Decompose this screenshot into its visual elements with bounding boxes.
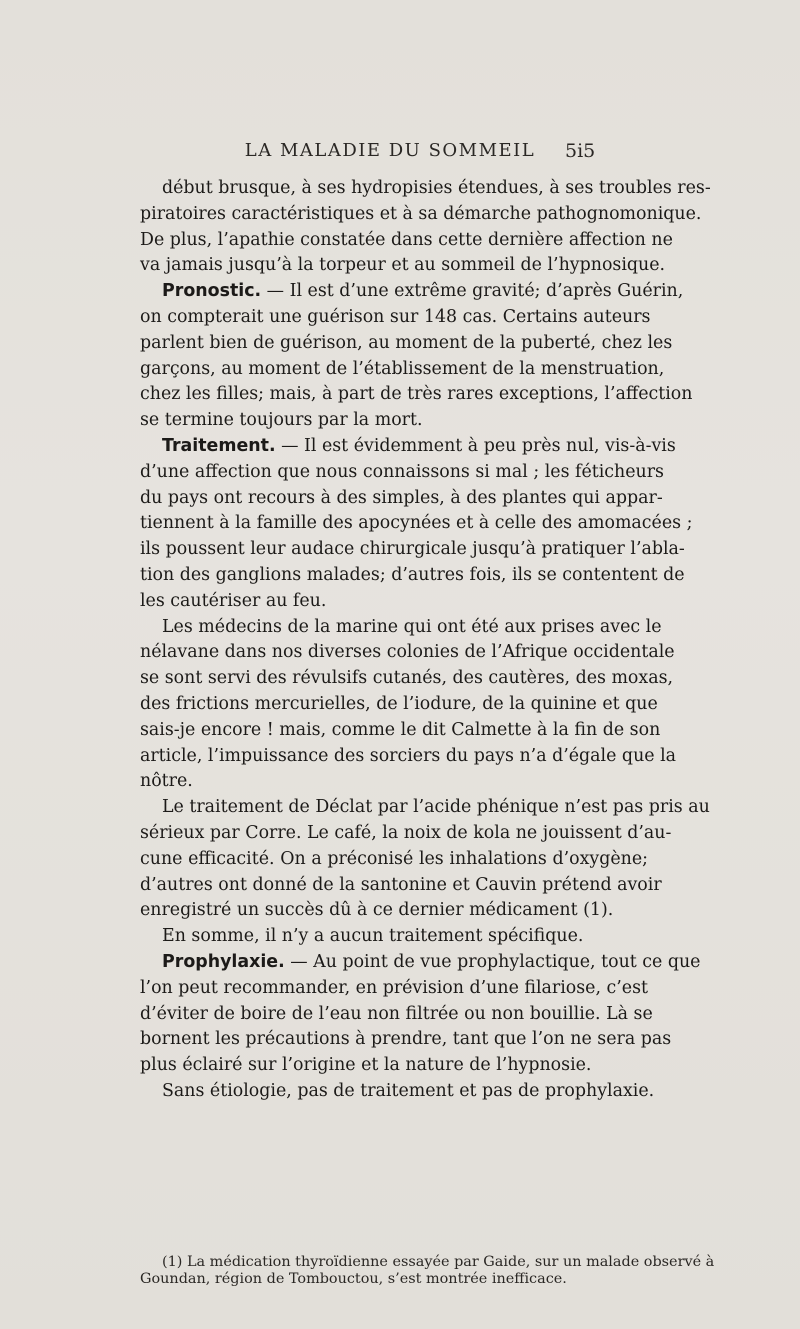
text-line: cune efficacité. On a préconisé les inhalations d’oxygène;	[140, 848, 648, 869]
text-line: les cautériser au feu.	[140, 590, 327, 611]
text-line: on compterait une guérison sur 148 cas. Certains auteurs	[140, 306, 651, 327]
text-fragment: — Il est évidemment à peu près nul, vis-à-vis	[275, 435, 676, 456]
paragraph-medecins-marine	[140, 615, 677, 796]
text-line: l’on peut recommander, en prévision d’une filariose, c’est	[140, 977, 649, 998]
text-line: début brusque, à ses hydropisies étendues, à ses troubles res-	[162, 178, 711, 198]
paragraph-conclusion	[140, 1079, 655, 1105]
text-line: d’autres ont donné de la santonine et Cauvin prétend avoir	[140, 874, 662, 895]
section-heading-traitement: Traitement.	[162, 435, 276, 456]
section-heading-prophylaxie: Prophylaxie.	[162, 951, 285, 972]
text-line: va jamais jusqu’à la torpeur et au sommeil de l’hypnosique.	[140, 255, 666, 276]
footnote-line: Goundan, région de Tombouctou, s’est montrée inefficace.	[140, 1271, 567, 1287]
text-line: enregistré un succès dû à ce dernier médicament (1).	[140, 900, 614, 921]
paragraph-prophylaxie	[140, 950, 701, 1079]
text-fragment: — Il est d’une extrême gravité; d’après Guérin,	[261, 281, 684, 302]
paragraph-en-somme	[140, 924, 648, 950]
text-line	[140, 950, 701, 976]
text-line: tion des ganglions malades; d’autres fois, ils se contentent de	[140, 564, 685, 585]
text-line: parlent bien de guérison, au moment de la puberté, chez les	[140, 332, 673, 353]
text-line: Les médecins de la marine qui ont été aux prises avec le	[162, 616, 662, 637]
text-line: du pays ont recours à des simples, à des plantes qui appar-	[140, 487, 663, 508]
text-line: bornent les précautions à prendre, tant que l’on ne sera pas	[140, 1029, 672, 1050]
text-line: Sans étiologie, pas de traitement et pas de prophylaxie.	[162, 1080, 655, 1101]
text-line: se sont servi des révulsifs cutanés, des cautères, des moxas,	[140, 668, 674, 689]
footnote	[140, 1254, 715, 1288]
text-line: tiennent à la famille des apocynées et à celle des amomacées ;	[140, 513, 693, 534]
text-line: En somme, il n’y a aucun traitement spécifique.	[162, 926, 584, 947]
text-line	[140, 434, 676, 460]
text-line: sérieux par Corre. Le café, la noix de kola ne jouissent d’au-	[140, 822, 672, 843]
section-heading-pronostic: Pronostic.	[162, 281, 262, 302]
text-line: d’une affection que nous connaissons si mal ; les féticheurs	[140, 461, 664, 482]
text-fragment: — Au point de vue prophylactique, tout ce que	[284, 951, 701, 972]
text-line: De plus, l’apathie constatée dans cette dernière affection ne	[140, 229, 673, 250]
paragraph-traitement	[140, 434, 693, 615]
paragraph-pronostic	[140, 279, 693, 434]
paragraph-declat	[140, 795, 710, 924]
text-line: sais-je encore ! mais, comme le dit Calmette à la fin de son	[140, 719, 661, 740]
text-line: nélavane dans nos diverses colonies de l’Afrique occidentale	[140, 642, 675, 663]
text-line: d’éviter de boire de l’eau non filtrée ou non bouillie. Là se	[140, 1003, 653, 1024]
text-line: nôtre.	[140, 771, 193, 792]
text-line: ils poussent leur audace chirurgicale jusqu’à pratiquer l’abla-	[140, 539, 685, 560]
text-line: se termine toujours par la mort.	[140, 410, 423, 431]
text-line: des frictions mercurielles, de l’iodure, de la quinine et que	[140, 693, 658, 714]
body-text	[140, 176, 711, 1105]
running-title: LA MALADIE DU SOMMEIL	[244, 140, 536, 161]
text-line: chez les filles; mais, à part de très rares exceptions, l’affection	[140, 384, 693, 405]
text-line: Le traitement de Déclat par l’acide phénique n’est pas pris au	[162, 797, 710, 818]
footnote-line: (1) La médication thyroïdienne essayée par Gaide, sur un malade observé à	[162, 1254, 715, 1270]
page-number: 5i5	[565, 140, 596, 162]
paragraph-differential	[140, 176, 711, 279]
text-line: garçons, au moment de l’établissement de la menstruation,	[140, 358, 665, 379]
text-line: plus éclairé sur l’origine et la nature de l’hypnosie.	[140, 1055, 592, 1076]
text-line: piratoires caractéristiques et à sa démarche pathognomonique.	[140, 203, 702, 224]
text-line	[140, 279, 684, 305]
text-line: article, l’impuissance des sorciers du pays n’a d’égale que la	[140, 745, 677, 766]
